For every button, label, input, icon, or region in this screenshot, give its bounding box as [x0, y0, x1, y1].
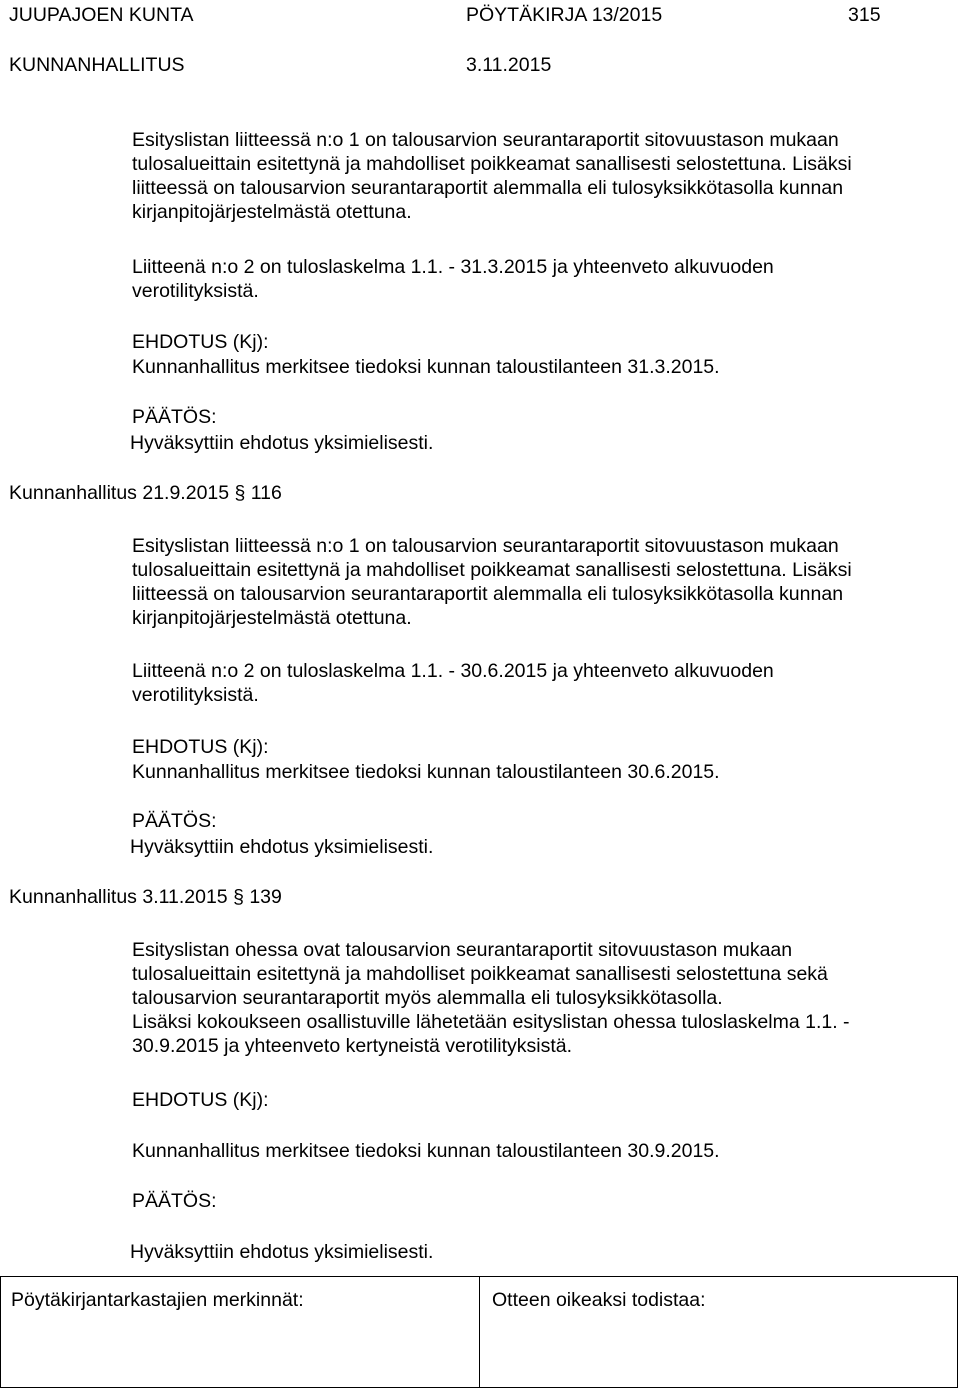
proposal-text: Kunnanhallitus merkitsee tiedoksi kunnan taloustilanteen 30.6.2015. [132, 761, 720, 783]
text-line: tulosalueittain esitettynä ja mahdolliset poikkeamat sanallisesti selostettuna. Lisäksi [132, 559, 852, 581]
decision-label: PÄÄTÖS: [132, 1190, 217, 1212]
text-line: Liitteenä n:o 2 on tuloslaskelma 1.1. - 31.3.2015 ja yhteenveto alkuvuoden [132, 256, 774, 278]
footer-divider [479, 1277, 480, 1387]
text-line: talousarvion seurantaraportit myös alemmalla eli tulosyksikkötasolla. [132, 987, 723, 1009]
text-line: 30.9.2015 ja yhteenveto kertyneistä verotilityksistä. [132, 1035, 573, 1057]
body-name: KUNNANHALLITUS [9, 54, 185, 76]
page-number: 315 [848, 4, 881, 26]
proposal-label: EHDOTUS (Kj): [132, 736, 269, 758]
text-line: tulosalueittain esitettynä ja mahdolliset poikkeamat sanallisesti selostettuna sekä [132, 963, 828, 985]
certified-label: Otteen oikeaksi todistaa: [492, 1289, 706, 1311]
section-116-paragraph-2 [132, 659, 932, 707]
intro-paragraph-2 [132, 255, 932, 303]
text-line: liitteessä on talousarvion seurantaraportit alemmalla eli tulosyksikkötasolla kunnan [132, 177, 844, 199]
reviewers-label: Pöytäkirjantarkastajien merkinnät: [11, 1289, 304, 1311]
text-line: liitteessä on talousarvion seurantaraportit alemmalla eli tulosyksikkötasolla kunnan [132, 583, 844, 605]
section-heading-116: Kunnanhallitus 21.9.2015 § 116 [9, 482, 282, 504]
text-line: verotilityksistä. [132, 684, 259, 706]
municipality-name: JUUPAJOEN KUNTA [9, 4, 194, 26]
intro-paragraph-1 [132, 128, 932, 224]
decision-label: PÄÄTÖS: [132, 810, 217, 832]
text-line: Esityslistan ohessa ovat talousarvion seurantaraportit sitovuustason mukaan [132, 939, 793, 961]
text-line: Liitteenä n:o 2 on tuloslaskelma 1.1. - 30.6.2015 ja yhteenveto alkuvuoden [132, 660, 774, 682]
text-line: Esityslistan liitteessä n:o 1 on talousarvion seurantaraportit sitovuustason mukaan [132, 535, 839, 557]
text-line: tulosalueittain esitettynä ja mahdolliset poikkeamat sanallisesti selostettuna. Lisäksi [132, 153, 852, 175]
text-line: Lisäksi kokoukseen osallistuville lähetetään esityslistan ohessa tuloslaskelma 1.1. - [132, 1011, 850, 1033]
meeting-date: 3.11.2015 [466, 54, 552, 76]
decision-text: Hyväksyttiin ehdotus yksimielisesti. [130, 432, 434, 454]
decision-text: Hyväksyttiin ehdotus yksimielisesti. [130, 1241, 434, 1263]
proposal-text: Kunnanhallitus merkitsee tiedoksi kunnan taloustilanteen 31.3.2015. [132, 356, 720, 378]
proposal-label: EHDOTUS (Kj): [132, 1089, 269, 1111]
text-line: kirjanpitojärjestelmästä otettuna. [132, 201, 412, 223]
section-139-paragraph-1 [132, 938, 932, 1058]
section-heading-139: Kunnanhallitus 3.11.2015 § 139 [9, 886, 282, 908]
proposal-label: EHDOTUS (Kj): [132, 331, 269, 353]
text-line: Esityslistan liitteessä n:o 1 on talousarvion seurantaraportit sitovuustason mukaan [132, 129, 839, 151]
decision-text: Hyväksyttiin ehdotus yksimielisesti. [130, 836, 434, 858]
text-line: kirjanpitojärjestelmästä otettuna. [132, 607, 412, 629]
document-title: PÖYTÄKIRJA 13/2015 [466, 4, 663, 26]
proposal-text: Kunnanhallitus merkitsee tiedoksi kunnan taloustilanteen 30.9.2015. [132, 1140, 720, 1162]
signature-box [0, 1276, 958, 1388]
decision-label: PÄÄTÖS: [132, 406, 217, 428]
section-116-paragraph-1 [132, 534, 932, 630]
text-line: verotilityksistä. [132, 280, 259, 302]
